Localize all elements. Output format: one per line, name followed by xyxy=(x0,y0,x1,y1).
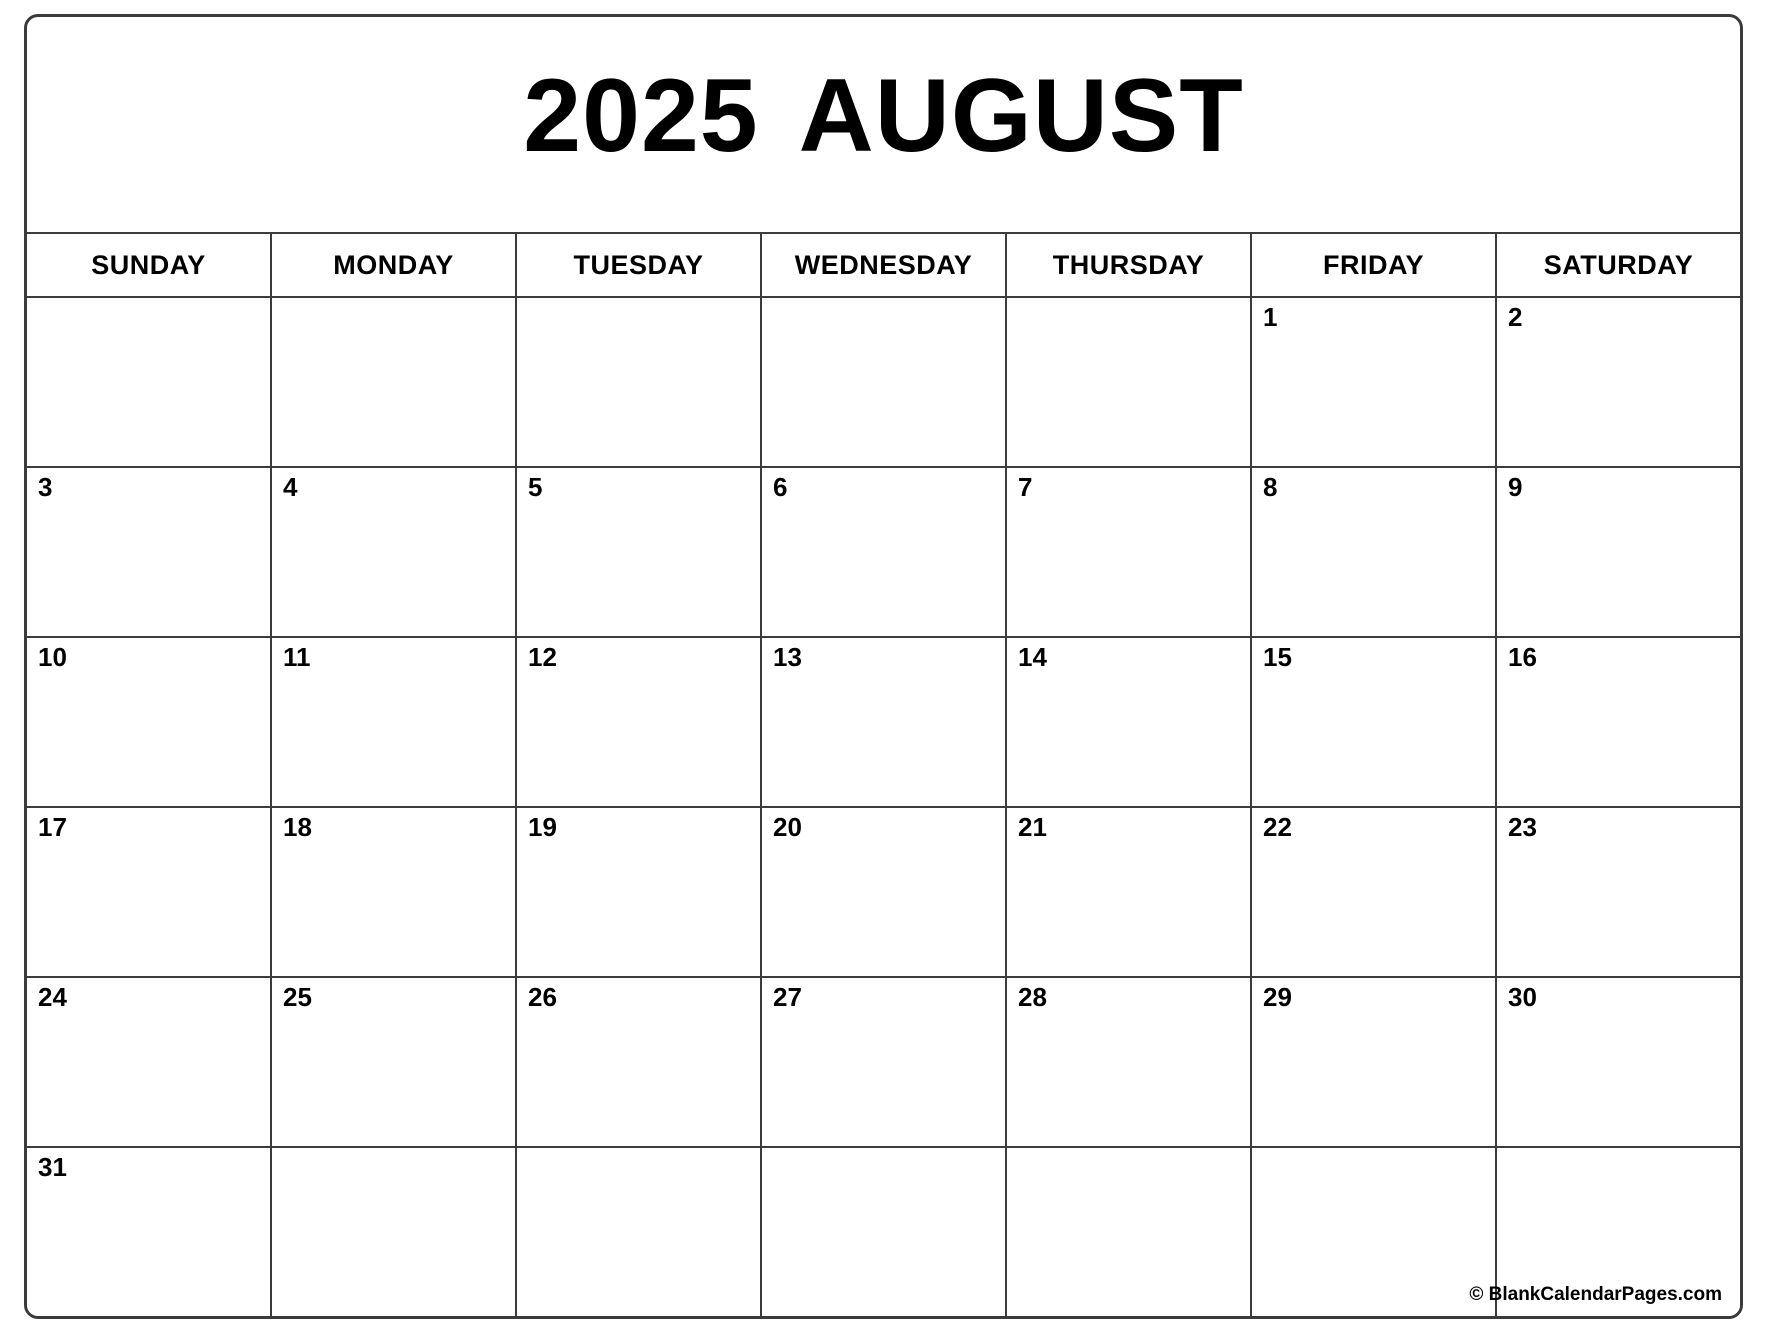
week-row xyxy=(27,638,1740,808)
weekday-saturday: SATURDAY xyxy=(1543,249,1694,280)
day-number: 12 xyxy=(528,642,557,672)
weekday-monday: MONDAY xyxy=(272,234,517,296)
day-number: 5 xyxy=(528,472,543,502)
day-number: 20 xyxy=(773,812,802,842)
day-number: 29 xyxy=(1263,982,1292,1012)
day-number: 15 xyxy=(1263,642,1292,672)
day-cell[interactable] xyxy=(27,468,272,636)
day-cell[interactable] xyxy=(762,978,1007,1146)
weekday-thursday: THURSDAY xyxy=(1007,234,1252,296)
day-number: 8 xyxy=(1263,472,1278,502)
day-cell[interactable] xyxy=(517,638,762,806)
day-number: 11 xyxy=(283,642,311,672)
day-cell[interactable] xyxy=(1252,638,1497,806)
day-cell[interactable] xyxy=(272,978,517,1146)
day-cell[interactable] xyxy=(1497,638,1740,806)
day-cell[interactable] xyxy=(1252,978,1497,1146)
day-number: 4 xyxy=(283,472,298,502)
day-number: 28 xyxy=(1018,982,1047,1012)
day-cell[interactable] xyxy=(762,1148,1007,1316)
weekday-friday: FRIDAY xyxy=(1252,234,1497,296)
weekday-wednesday: WEDNESDAY xyxy=(762,234,1007,296)
day-cell[interactable] xyxy=(762,298,1007,466)
day-cell[interactable] xyxy=(27,1148,272,1316)
day-cell[interactable] xyxy=(517,468,762,636)
week-row xyxy=(27,298,1740,468)
day-cell[interactable] xyxy=(27,978,272,1146)
day-number: 6 xyxy=(773,472,788,502)
day-number: 21 xyxy=(1018,812,1047,842)
day-number: 26 xyxy=(528,982,557,1012)
day-cell[interactable] xyxy=(517,978,762,1146)
day-number: 13 xyxy=(773,642,802,672)
day-number: 27 xyxy=(773,982,802,1012)
day-cell[interactable] xyxy=(1252,1148,1497,1316)
day-cell[interactable] xyxy=(762,638,1007,806)
day-number: 3 xyxy=(38,472,53,502)
day-cell[interactable] xyxy=(27,298,272,466)
day-number: 7 xyxy=(1018,472,1033,502)
week-row xyxy=(27,1148,1740,1316)
day-cell[interactable] xyxy=(1252,808,1497,976)
day-cell[interactable] xyxy=(1252,468,1497,636)
weekday-sunday: SUNDAY xyxy=(27,234,272,296)
day-cell[interactable] xyxy=(1007,298,1252,466)
weekday-header-row xyxy=(27,234,1740,298)
day-number: 14 xyxy=(1018,642,1047,672)
week-row xyxy=(27,978,1740,1148)
day-number: 31 xyxy=(38,1152,67,1182)
day-number: 9 xyxy=(1508,472,1523,502)
site-credit: © BlankCalendarPages.com xyxy=(1469,1284,1722,1305)
day-number: 24 xyxy=(38,982,67,1012)
day-cell[interactable] xyxy=(1007,638,1252,806)
day-cell[interactable] xyxy=(1007,808,1252,976)
day-cell[interactable] xyxy=(1007,978,1252,1146)
day-cell[interactable] xyxy=(272,298,517,466)
day-cell[interactable] xyxy=(272,808,517,976)
day-cell[interactable] xyxy=(1252,298,1497,466)
day-cell[interactable] xyxy=(762,468,1007,636)
day-number: 18 xyxy=(283,812,312,842)
day-cell[interactable] xyxy=(1497,298,1740,466)
day-number: 1 xyxy=(1263,302,1278,332)
day-cell[interactable] xyxy=(1007,468,1252,636)
weekday-tuesday: TUESDAY xyxy=(517,234,762,296)
day-number: 25 xyxy=(283,982,312,1012)
day-cell[interactable] xyxy=(1469,1148,1740,1316)
day-cell[interactable] xyxy=(272,1148,517,1316)
day-cell[interactable] xyxy=(272,468,517,636)
day-number: 30 xyxy=(1508,982,1537,1012)
day-cell[interactable] xyxy=(27,638,272,806)
day-cell[interactable] xyxy=(272,638,517,806)
day-cell[interactable] xyxy=(762,808,1007,976)
day-cell[interactable] xyxy=(1497,978,1740,1146)
title-year: 2025 xyxy=(523,58,759,174)
day-number: 2 xyxy=(1508,302,1523,332)
day-cell[interactable] xyxy=(517,1148,762,1316)
week-row xyxy=(27,808,1740,978)
day-number: 17 xyxy=(38,812,67,842)
page-title xyxy=(27,17,1740,232)
day-cell[interactable] xyxy=(1497,468,1740,636)
day-number: 23 xyxy=(1508,812,1537,842)
calendar-frame xyxy=(24,14,1743,1319)
day-number: 16 xyxy=(1508,642,1537,672)
title-month: AUGUST xyxy=(798,58,1244,174)
day-number: 19 xyxy=(528,812,557,842)
week-row xyxy=(27,468,1740,638)
day-cell[interactable] xyxy=(517,808,762,976)
day-cell[interactable] xyxy=(1497,808,1740,976)
day-cell[interactable] xyxy=(517,298,762,466)
day-cell[interactable] xyxy=(27,808,272,976)
day-number: 10 xyxy=(38,642,67,672)
calendar-grid xyxy=(27,232,1740,1316)
day-cell[interactable] xyxy=(1007,1148,1252,1316)
day-number: 22 xyxy=(1263,812,1292,842)
